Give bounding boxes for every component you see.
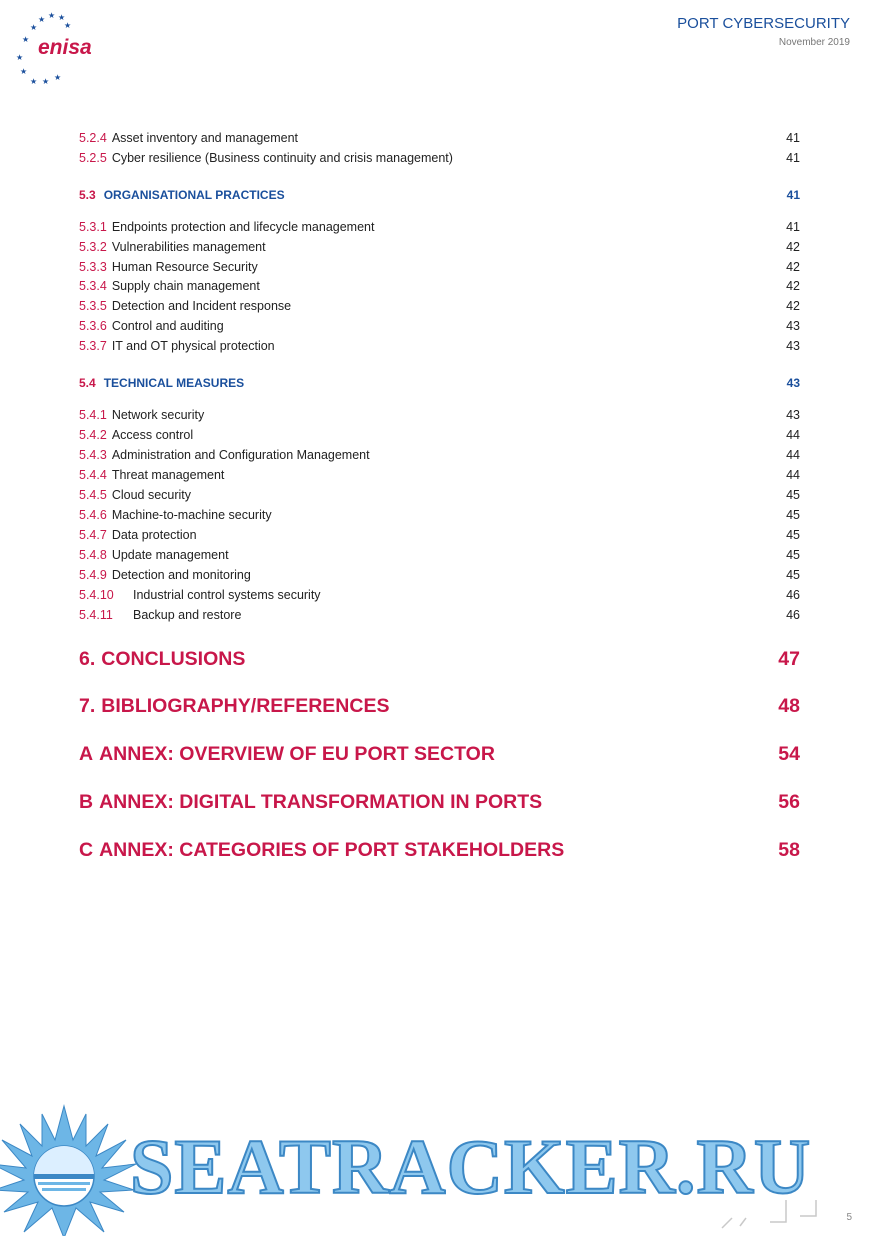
toc-entry-5-2-5[interactable] <box>79 151 800 165</box>
toc-entry-5-3-6[interactable] <box>79 319 800 333</box>
toc-entry-number: 5.4.1 <box>79 408 107 422</box>
svg-text:★: ★ <box>54 73 62 82</box>
toc-entry-number: 7. <box>79 695 96 717</box>
enisa-logo-text: enisa <box>38 36 92 59</box>
toc-entry-page: 56 <box>778 791 800 813</box>
toc-entry-page: 45 <box>786 548 800 562</box>
toc-entry-page: 45 <box>786 508 800 522</box>
toc-entry-page: 45 <box>786 528 800 542</box>
toc-entry-number: 5.2.4 <box>79 131 107 145</box>
toc-entry-page: 44 <box>786 448 800 462</box>
toc-annex-b[interactable] <box>79 791 800 814</box>
svg-text:★: ★ <box>30 23 38 32</box>
toc-entry-5-3-2[interactable] <box>79 240 800 254</box>
toc-entry-number: 5.4.3 <box>79 448 107 462</box>
toc-entry-title: ORGANISATIONAL PRACTICES <box>103 188 285 202</box>
toc-entry-page: 41 <box>786 188 800 202</box>
toc-entry-5-3-1[interactable] <box>79 220 800 234</box>
toc-entry-number: 6. <box>79 648 96 670</box>
toc-entry-title: TECHNICAL MEASURES <box>103 376 245 390</box>
toc-entry-title: Machine-to-machine security <box>111 508 272 522</box>
toc-entry-number: 5.4.11 <box>79 608 113 622</box>
toc-entry-5-4-11[interactable] <box>79 608 800 622</box>
toc-entry-title: Control and auditing <box>111 319 224 333</box>
toc-entry-5-4-6[interactable] <box>79 508 800 522</box>
toc-entry-5-4-8[interactable] <box>79 548 800 562</box>
toc-entry-page: 43 <box>786 319 800 333</box>
toc-entry-5-2-4[interactable] <box>79 131 800 145</box>
toc-entry-number: 5.3.6 <box>79 319 107 333</box>
toc-entry-5-4-3[interactable] <box>79 448 800 462</box>
toc-entry-title: Endpoints protection and lifecycle management <box>111 220 375 234</box>
toc-entry-5-4-10[interactable] <box>79 588 800 602</box>
svg-text:★: ★ <box>30 77 38 86</box>
toc-entry-5-4-9[interactable] <box>79 568 800 582</box>
toc-entry-title: ANNEX: OVERVIEW OF EU PORT SECTOR <box>99 743 495 765</box>
toc-entry-5-3-7[interactable] <box>79 339 800 353</box>
svg-text:★: ★ <box>48 12 56 20</box>
toc-entry-page: 43 <box>786 339 800 353</box>
toc-entry-title: CONCLUSIONS <box>101 648 246 670</box>
watermark-text: SEATRACKER.RU <box>130 1123 812 1210</box>
toc-chapter-7[interactable] <box>79 695 800 718</box>
toc-entry-number: 5.3.1 <box>79 220 107 234</box>
toc-entry-title: Industrial control systems security <box>133 588 321 602</box>
toc-entry-5-3-5[interactable] <box>79 299 800 313</box>
toc-entry-title: Cloud security <box>111 488 192 502</box>
toc-entry-title: Human Resource Security <box>111 260 258 274</box>
toc-section-5-4[interactable] <box>79 376 800 390</box>
toc-entry-page: 42 <box>786 260 800 274</box>
toc-entry-number: 5.3.2 <box>79 240 107 254</box>
toc-entry-page: 46 <box>786 588 800 602</box>
toc-entry-page: 41 <box>786 151 800 165</box>
toc-entry-5-4-7[interactable] <box>79 528 800 542</box>
toc-entry-page: 48 <box>778 695 800 717</box>
toc-entry-title: Data protection <box>111 528 197 542</box>
toc-entry-number: 5.4.8 <box>79 548 107 562</box>
svg-text:★: ★ <box>16 53 24 62</box>
toc-entry-number: 5.2.5 <box>79 151 107 165</box>
toc-entry-title: BIBLIOGRAPHY/REFERENCES <box>101 695 390 717</box>
toc-entry-title: Detection and Incident response <box>111 299 292 313</box>
toc-entry-number: C <box>79 839 94 861</box>
toc-entry-number: 5.3.3 <box>79 260 107 274</box>
toc-entry-page: 43 <box>786 376 800 390</box>
toc-entry-title: Asset inventory and management <box>111 131 299 145</box>
toc-entry-number: 5.4.4 <box>79 468 107 482</box>
toc-entry-page: 47 <box>778 648 800 670</box>
svg-text:★: ★ <box>38 15 46 24</box>
svg-text:★: ★ <box>64 21 72 30</box>
toc-entry-page: 44 <box>786 468 800 482</box>
svg-text:★: ★ <box>58 13 66 22</box>
toc-entry-title: Update management <box>111 548 229 562</box>
toc-section-5-3[interactable] <box>79 188 800 202</box>
toc-entry-page: 46 <box>786 608 800 622</box>
toc-entry-title: IT and OT physical protection <box>111 339 275 353</box>
svg-text:★: ★ <box>42 77 50 86</box>
toc-entry-number: 5.3.4 <box>79 279 107 293</box>
toc-entry-number: B <box>79 791 94 813</box>
toc-entry-page: 43 <box>786 408 800 422</box>
toc-entry-page: 44 <box>786 428 800 442</box>
toc-entry-5-4-5[interactable] <box>79 488 800 502</box>
toc-annex-c[interactable] <box>79 839 800 862</box>
toc-annex-a[interactable] <box>79 743 800 766</box>
toc-entry-5-4-4[interactable] <box>79 468 800 482</box>
toc-entry-number: 5.4.7 <box>79 528 107 542</box>
toc-entry-page: 45 <box>786 488 800 502</box>
toc-entry-5-3-3[interactable] <box>79 260 800 274</box>
toc-entry-title: Access control <box>111 428 194 442</box>
toc-entry-title: Vulnerabilities management <box>111 240 266 254</box>
header-title: PORT CYBERSECURITY <box>677 15 850 32</box>
toc-entry-title: Threat management <box>111 468 225 482</box>
header-date: November 2019 <box>778 37 850 48</box>
toc-entry-title: Backup and restore <box>133 608 242 622</box>
toc-entry-title: ANNEX: CATEGORIES OF PORT STAKEHOLDERS <box>99 839 565 861</box>
toc-entry-number: 5.4.6 <box>79 508 107 522</box>
toc-entry-number: 5.4.2 <box>79 428 107 442</box>
toc-entry-title: Network security <box>111 408 205 422</box>
toc-entry-page: 45 <box>786 568 800 582</box>
toc-entry-number: 5.4.9 <box>79 568 107 582</box>
svg-text:★: ★ <box>22 35 30 44</box>
toc-entry-page: 41 <box>786 131 800 145</box>
toc-entry-number: 5.3 <box>79 188 96 202</box>
toc-entry-page: 41 <box>786 220 800 234</box>
toc-entry-5-3-4[interactable] <box>79 279 800 293</box>
toc-entry-title: ANNEX: DIGITAL TRANSFORMATION IN PORTS <box>99 791 543 813</box>
toc-entry-title: Cyber resilience (Business continuity and crisis management) <box>111 151 453 165</box>
toc-entry-number: 5.4 <box>79 376 96 390</box>
toc-entry-title: Administration and Configuration Management <box>111 448 370 462</box>
toc-entry-5-4-1[interactable] <box>79 408 800 422</box>
toc-entry-page: 58 <box>778 839 800 861</box>
toc-chapter-6[interactable] <box>79 648 800 671</box>
toc-entry-number: 5.4.10 <box>79 588 114 602</box>
toc-entry-page: 42 <box>786 279 800 293</box>
toc-entry-number: A <box>79 743 94 765</box>
toc-entry-title: Detection and monitoring <box>111 568 251 582</box>
toc-entry-number: 5.4.5 <box>79 488 107 502</box>
toc-entry-page: 42 <box>786 240 800 254</box>
toc-entry-page: 42 <box>786 299 800 313</box>
toc-entry-page: 54 <box>778 743 800 765</box>
toc-entry-title: Supply chain management <box>111 279 260 293</box>
page-number: 5 <box>846 1212 852 1223</box>
toc-entry-number: 5.3.7 <box>79 339 107 353</box>
toc-entry-5-4-2[interactable] <box>79 428 800 442</box>
svg-text:★: ★ <box>20 67 28 76</box>
toc-entry-number: 5.3.5 <box>79 299 107 313</box>
